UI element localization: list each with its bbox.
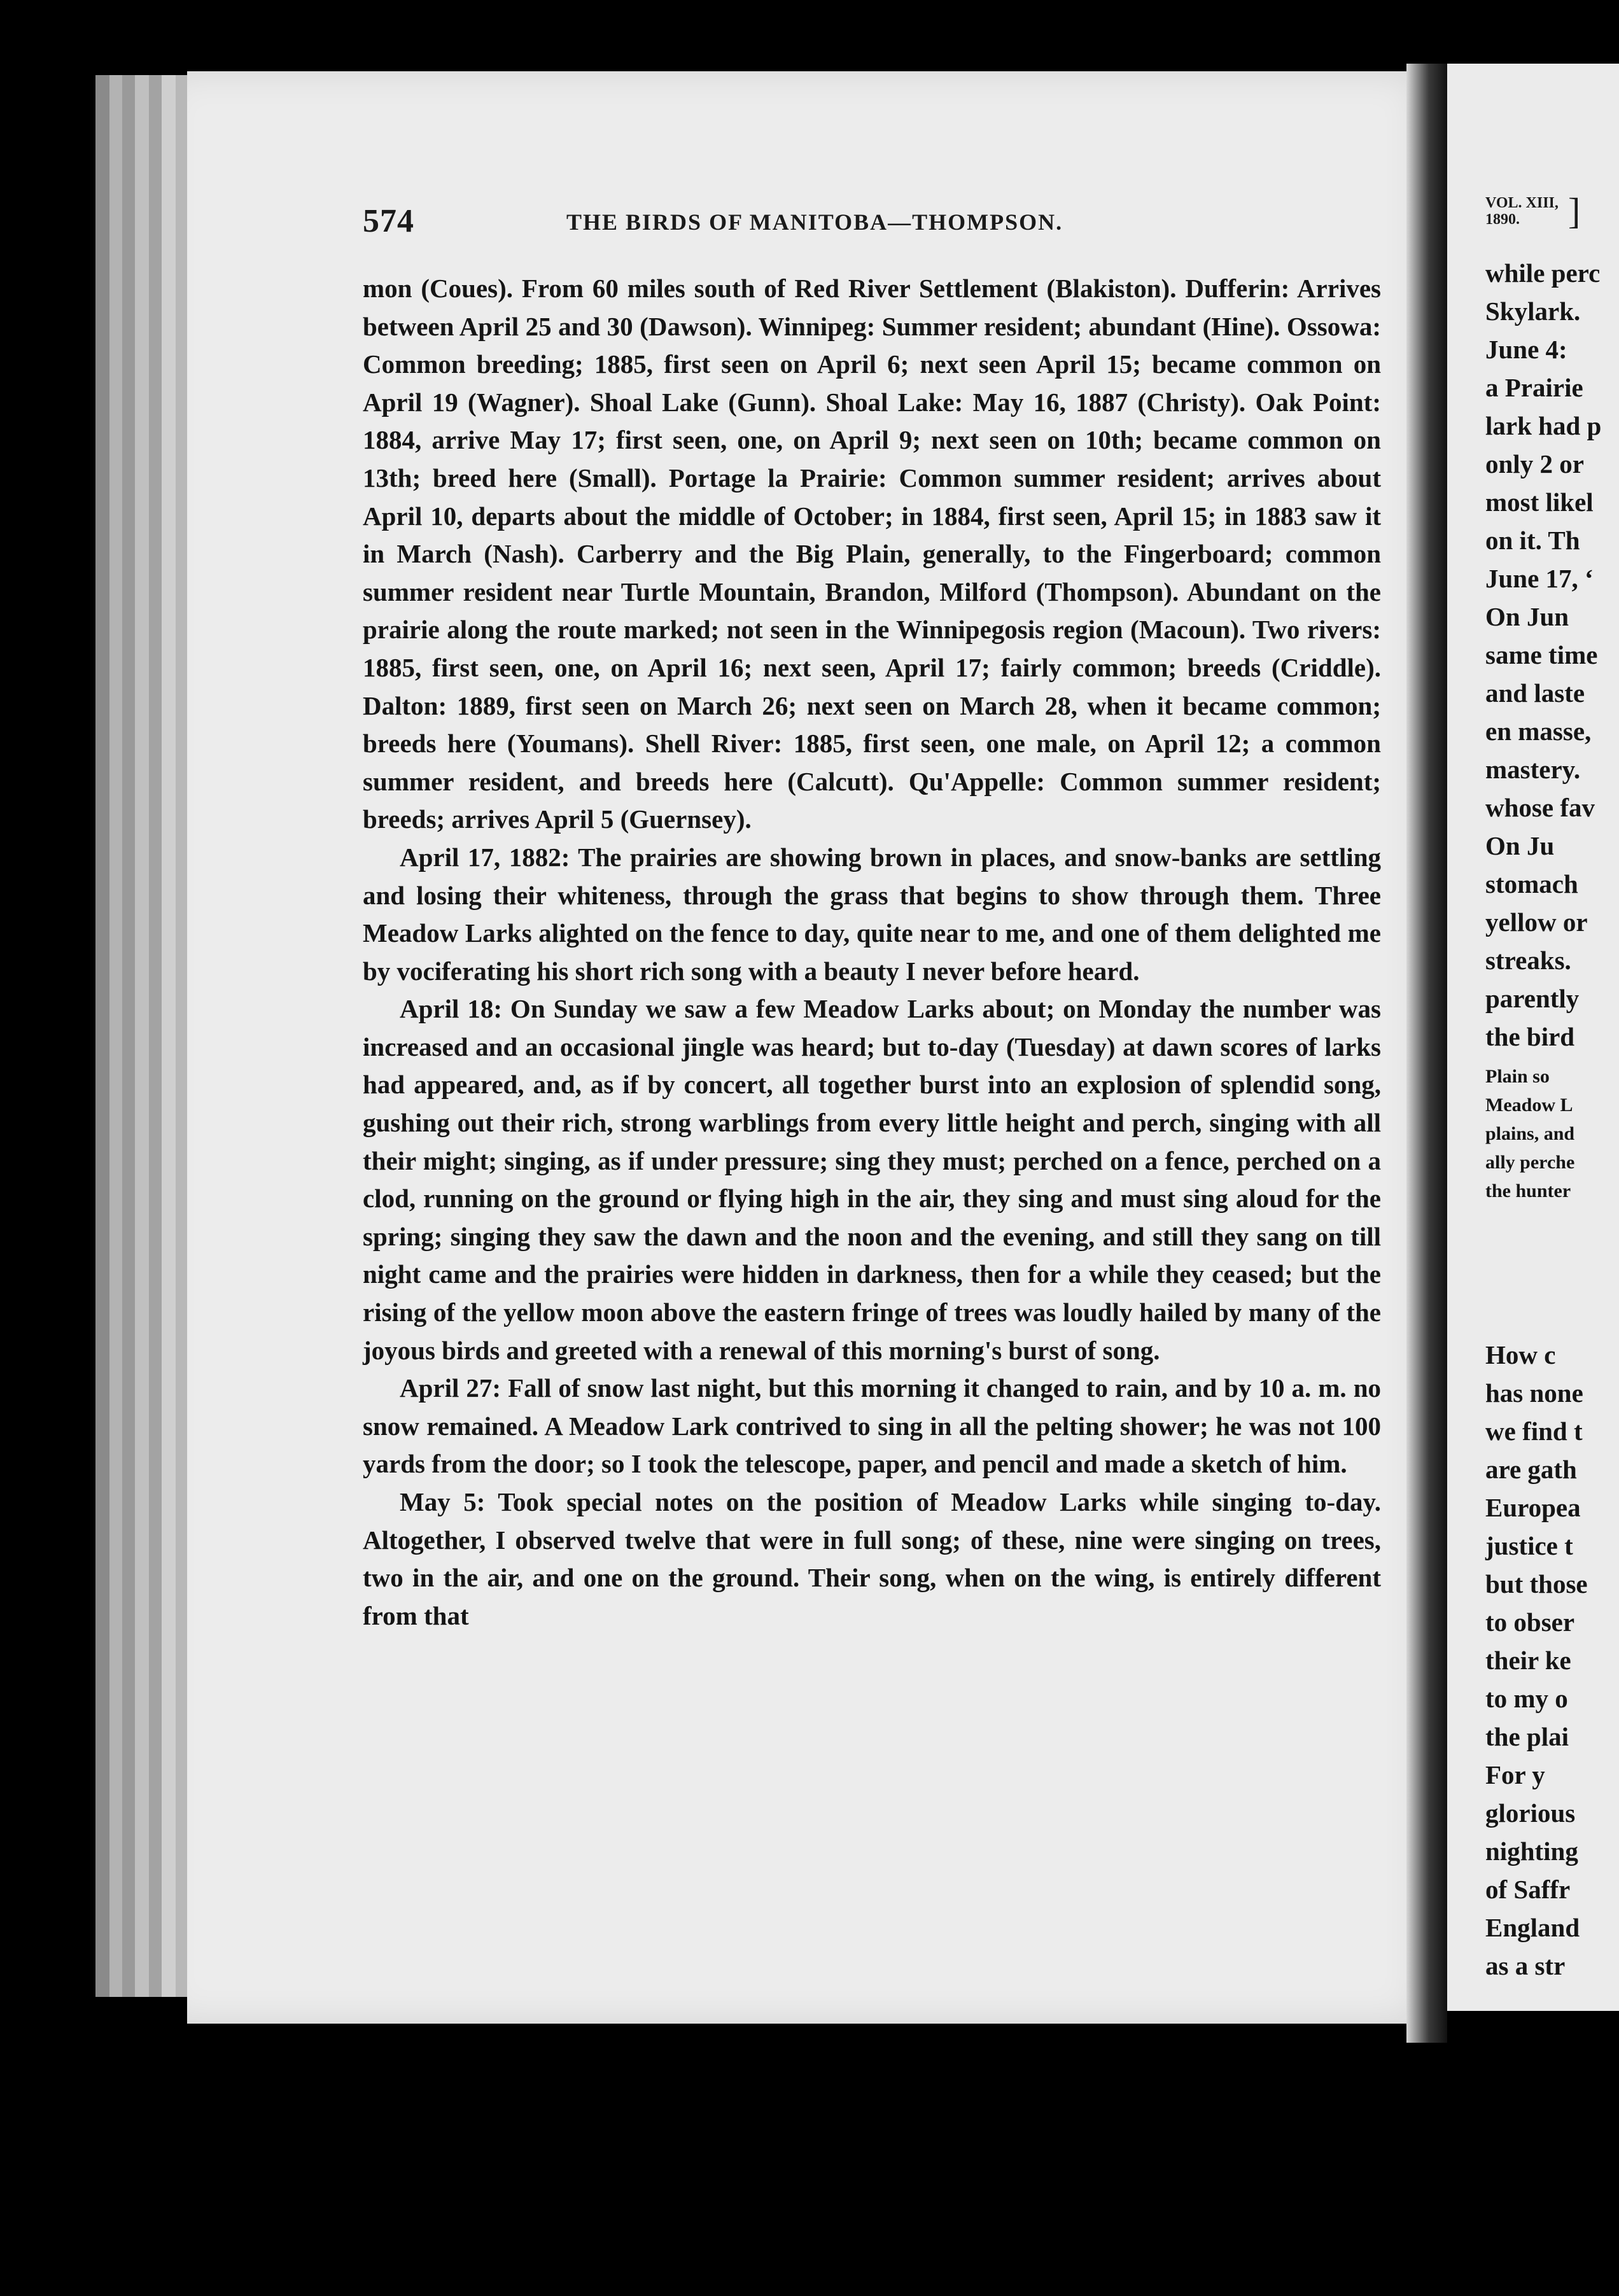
right-line: How c bbox=[1485, 1340, 1556, 1369]
right-line: June 4: bbox=[1485, 335, 1567, 364]
right-line: England bbox=[1485, 1913, 1580, 1942]
right-line: Skylark. bbox=[1485, 297, 1581, 326]
right-line: yellow or bbox=[1485, 907, 1588, 937]
page-edge bbox=[176, 75, 187, 1997]
header-bracket: ] bbox=[1568, 190, 1581, 232]
right-line: a Prairie bbox=[1485, 373, 1583, 402]
right-line: nighting bbox=[1485, 1837, 1578, 1866]
page-edge bbox=[95, 75, 109, 1997]
right-footnote-line: ally perche bbox=[1485, 1152, 1575, 1173]
paragraph-locality-records: mon (Coues). From 60 miles south of Red River Settlement (Blakiston). Dufferin: Arrives between April 25 and 30 (Dawson). Winnipeg: Summer resident; abundant (Hine). Ossowa: Common breeding; 1885, first seen on April 6; next seen April 15; became common on April 19 (Wagner). Shoal Lake (Gunn). Shoal Lake: May 16, 1887 (Christy). Oak Point: 1884, arrive May 17; first seen, one, on April 9; next seen on 10th; became common on 13th; breed here (Small). Portage la Prairie: Common summer resident; arrives about April 10, departs about the middle of October; in 1884, first seen, April 15; in 1883 saw it in March (Nash). Carberry and the Big Plain, generally, to the Fingerboard; common summer resident near Turtle Mountain, Brandon, Milford (Thompson). Abundant on the prairie along the route marked; not seen in the Winnipegosis region (Macoun). Two rivers: 1885, first seen, one, on April 16; next seen, April 17; fairly common; breeds (Criddle). Dalton: 1889, first seen on March 26; next seen on March 28, when it became common; breeds here (Youmans). Shell River: 1885, first seen, one male, on April 12; a common summer resident, and breeds here (Calcutt). Qu'Appelle: Common summer resident; breeds; arrives April 5 (Guernsey). bbox=[363, 274, 1381, 834]
right-line: to obser bbox=[1485, 1607, 1575, 1637]
right-line: as a str bbox=[1485, 1951, 1566, 1980]
right-line: but those bbox=[1485, 1569, 1588, 1599]
right-line: en masse, bbox=[1485, 717, 1592, 746]
right-line: stomach bbox=[1485, 869, 1578, 899]
right-line: while perc bbox=[1485, 258, 1601, 288]
year-label: 1890. bbox=[1485, 211, 1520, 228]
right-line: and laste bbox=[1485, 678, 1585, 708]
page-edge bbox=[135, 75, 149, 1997]
right-line: we find t bbox=[1485, 1417, 1583, 1446]
right-line: of Saffr bbox=[1485, 1875, 1571, 1904]
right-line: only 2 or bbox=[1485, 449, 1584, 479]
right-line: has none bbox=[1485, 1378, 1583, 1408]
book-gutter bbox=[1406, 64, 1447, 2043]
volume-label: VOL. XIII, bbox=[1485, 195, 1559, 211]
right-footnote-line: plains, and bbox=[1485, 1123, 1575, 1144]
right-line: whose fav bbox=[1485, 793, 1595, 822]
right-line: most likel bbox=[1485, 487, 1594, 517]
right-line: June 17, ‘ bbox=[1485, 564, 1594, 593]
right-line: their ke bbox=[1485, 1646, 1571, 1675]
right-line: justice t bbox=[1485, 1531, 1573, 1560]
right-line: For y bbox=[1485, 1760, 1545, 1789]
page-header bbox=[363, 202, 1381, 260]
right-line: same time bbox=[1485, 640, 1598, 669]
right-line: glorious bbox=[1485, 1798, 1576, 1828]
right-line: streaks. bbox=[1485, 946, 1571, 975]
right-line: On Ju bbox=[1485, 831, 1555, 860]
running-head: THE BIRDS OF MANITOBA—THOMPSON. bbox=[566, 209, 1063, 235]
paragraph-april-17: April 17, 1882: The prairies are showing brown in places, and snow-banks are settling and losing their whiteness, through the grass that begins to show through them. Three Meadow Larks alighted on the fence to day, quite near to me, and one of them delighted me by vociferating his short rich song with a beauty I never before heard. bbox=[363, 842, 1381, 986]
right-line: On Jun bbox=[1485, 602, 1569, 631]
right-line: mastery. bbox=[1485, 755, 1581, 784]
right-line: Europea bbox=[1485, 1493, 1581, 1522]
page-edge bbox=[162, 75, 176, 1997]
right-line: parently bbox=[1485, 984, 1580, 1013]
right-line: are gath bbox=[1485, 1455, 1577, 1484]
page-edge bbox=[122, 75, 135, 1997]
right-footnote-line: the hunter bbox=[1485, 1180, 1571, 1201]
right-line: to my o bbox=[1485, 1684, 1568, 1713]
right-line: the plai bbox=[1485, 1722, 1569, 1751]
right-line: lark had p bbox=[1485, 411, 1602, 440]
right-footnote-line: Meadow L bbox=[1485, 1095, 1573, 1116]
paragraph-april-18: April 18: On Sunday we saw a few Meadow Larks about; on Monday the number was increased and an occasional jingle was heard; but to-day (Tuesday) at dawn scores of larks had appeared, and, as if by concert, all together burst into an explosion of splendid song, gushing out their rich, strong warblings from every little height and perch, singing with all their might; singing, as if under pressure; sing they must; perched on a fence, perched on a clod, running on the ground or flying high in the air, they sing and must sing aloud for the spring; singing they saw the dawn and the noon and the evening, and still they sang on till night came and the prairies were hidden in darkness, then for a while they ceased; but the rising of the yellow moon above the eastern fringe of trees was loudly hailed by many of the joyous birds and greeted with a renewal of this morning's burst of song. bbox=[363, 994, 1381, 1365]
right-page-header bbox=[1485, 190, 1581, 232]
right-line: the bird bbox=[1485, 1022, 1575, 1051]
page-number: 574 bbox=[363, 203, 414, 239]
page-edge bbox=[149, 75, 162, 1997]
right-footnote-line: Plain so bbox=[1485, 1066, 1550, 1087]
paragraph-april-27: April 27: Fall of snow last night, but this morning it changed to rain, and by 10 a. m. no snow remained. A Meadow Lark contrived to sing in all the pelting shower; he was not 100 yards from the door; so I took the telescope, paper, and pencil and made a sketch of him. bbox=[363, 1373, 1381, 1479]
paragraph-may-5: May 5: Took special notes on the position of Meadow Larks while singing to-day. Altogether, I observed twelve that were in full song; of these, nine were singing on trees, two in the air, and one on the ground. Their song, when on the wing, is entirely different from that bbox=[363, 1487, 1381, 1630]
page-edge bbox=[109, 75, 122, 1997]
right-line: on it. Th bbox=[1485, 526, 1580, 555]
body-text bbox=[363, 270, 1381, 1635]
right-page bbox=[1447, 64, 1619, 2011]
